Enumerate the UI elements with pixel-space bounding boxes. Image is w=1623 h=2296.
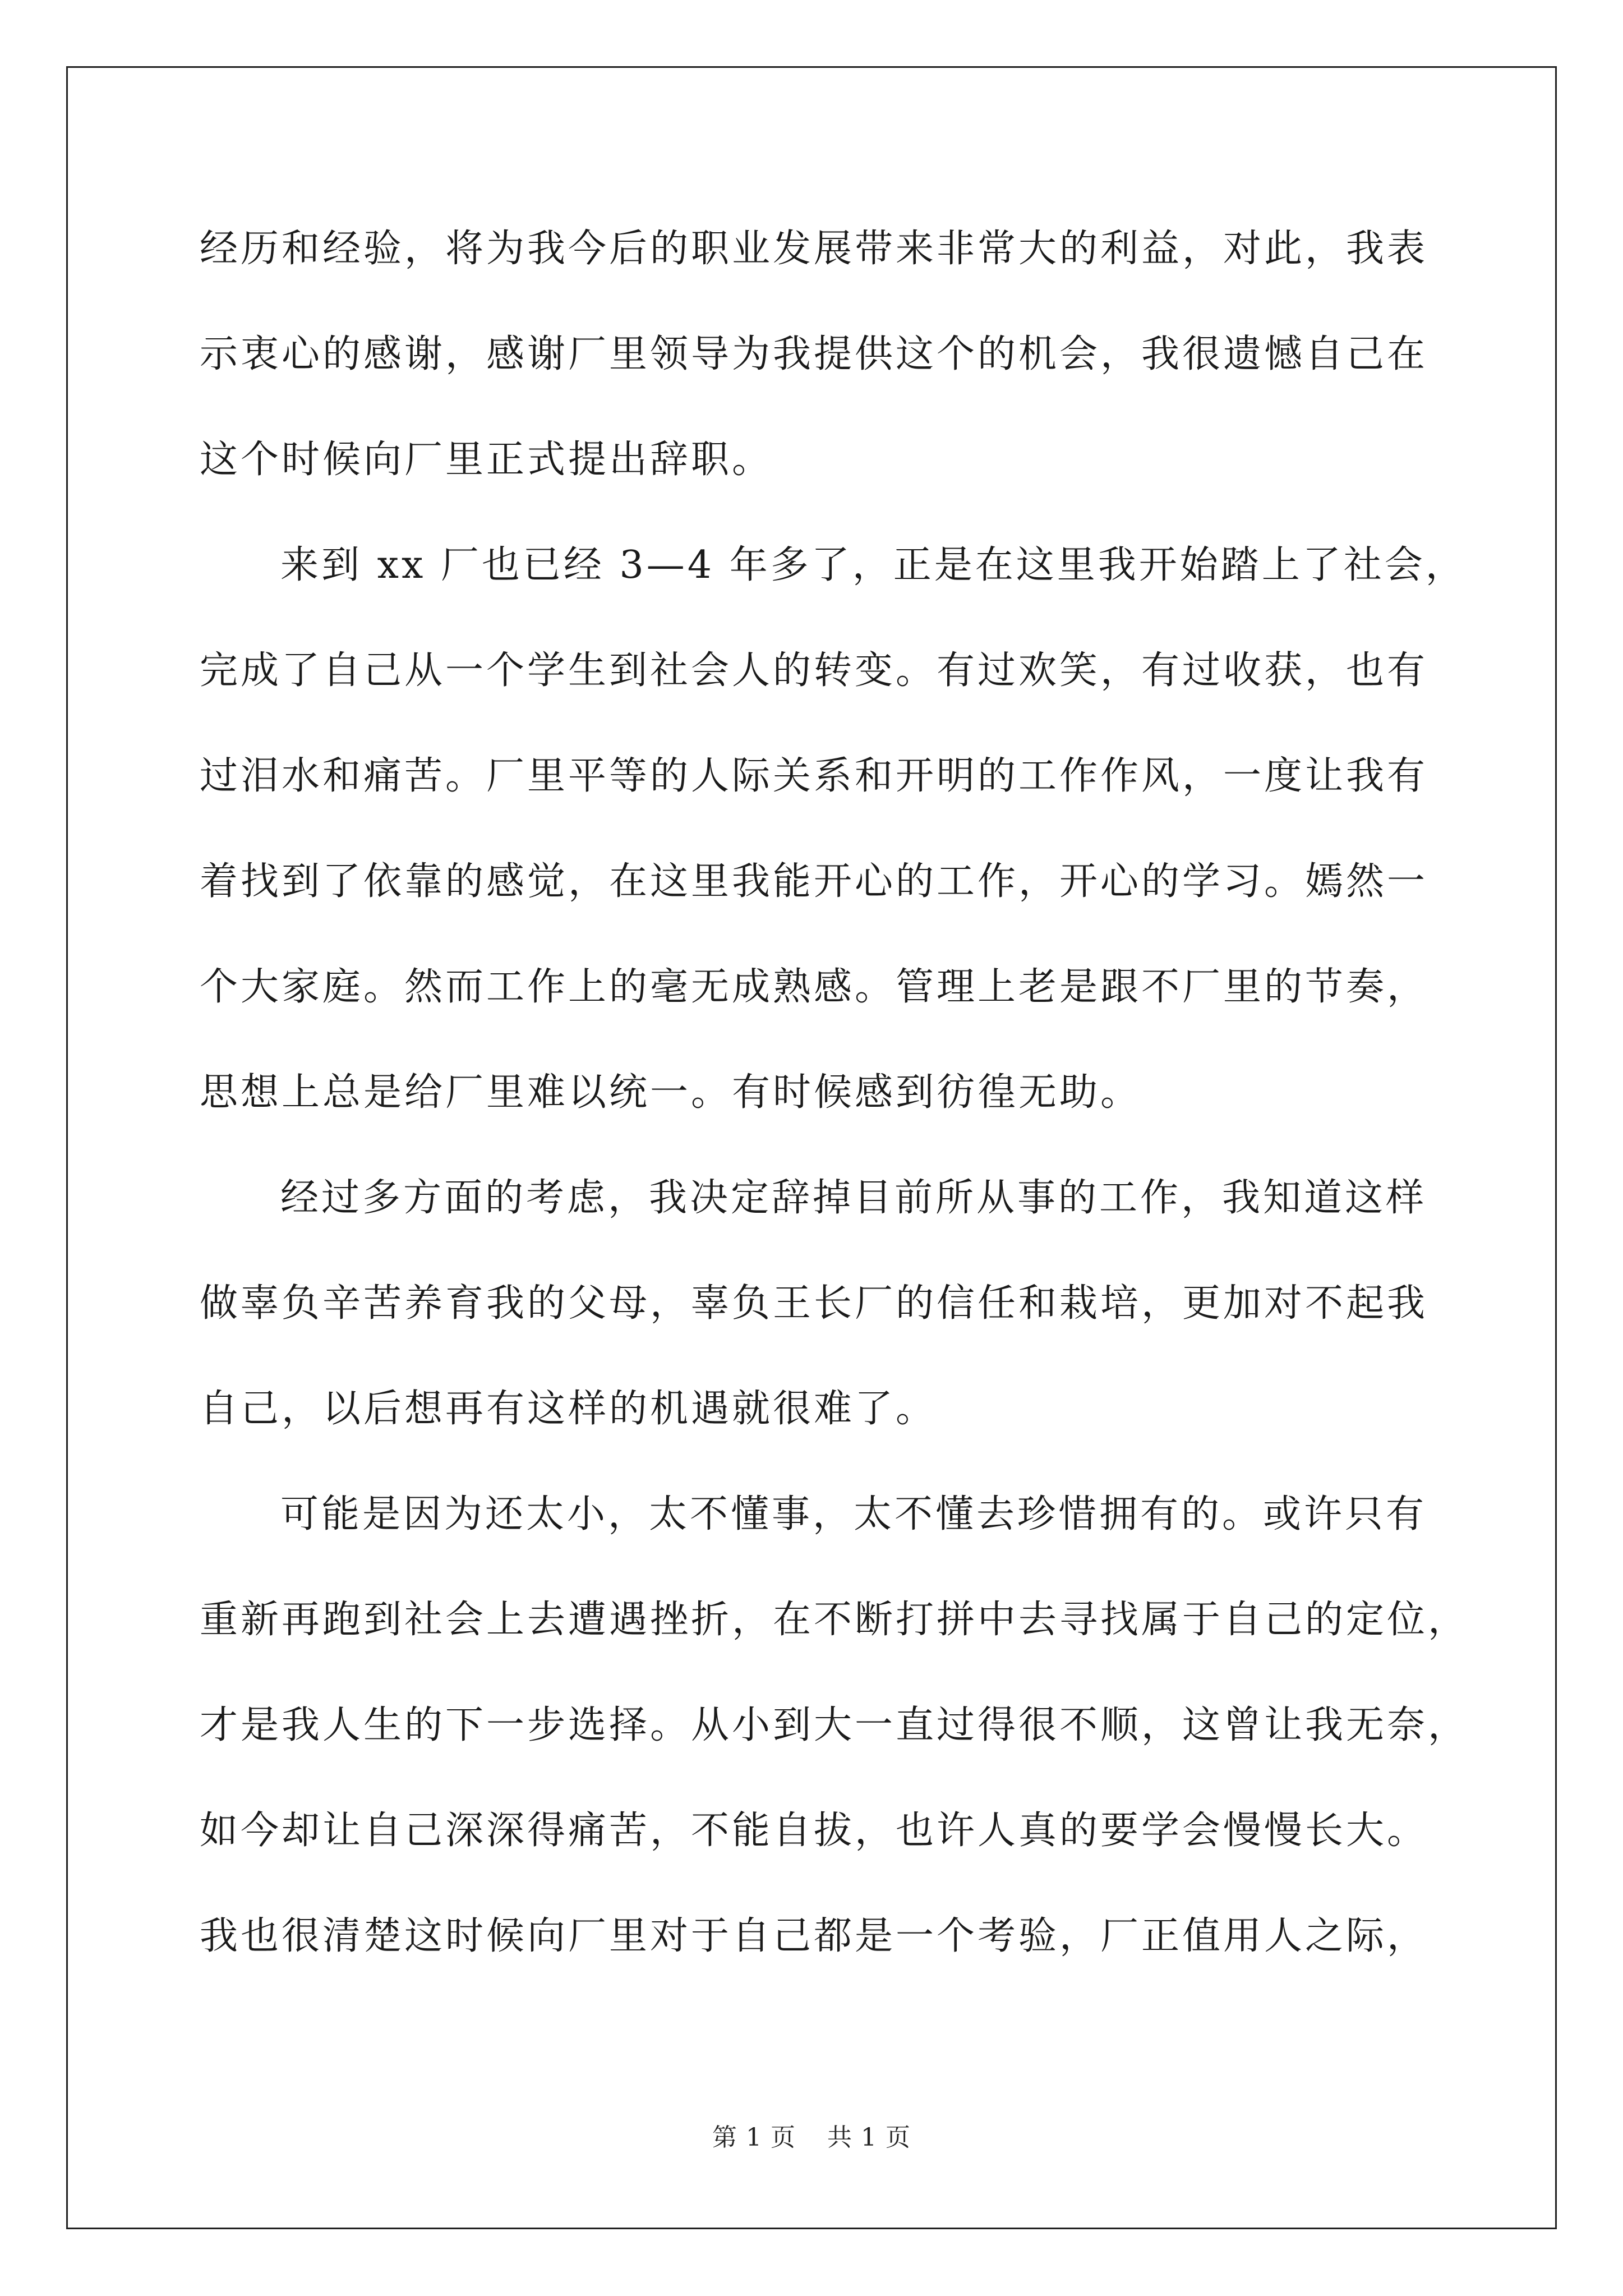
text-line: 完成了自己从一个学生到社会人的转变。有过欢笑，有过收获，也有 — [200, 648, 1428, 693]
paragraph-start-line: 可能是因为还太小，太不懂事，太不懂去珍惜拥有的。或许只有 — [280, 1492, 1427, 1536]
text-line: 示衷心的感谢，感谢厂里领导为我提供这个的机会，我很遗憾自己在 — [200, 332, 1428, 376]
text-line: 着找到了依靠的感觉，在这里我能开心的工作，开心的学习。嫣然一 — [200, 859, 1428, 904]
text-line: 做辜负辛苦养育我的父母，辜负王长厂的信任和栽培，更加对不起我 — [200, 1281, 1428, 1326]
page-footer — [0, 2117, 1623, 2153]
text-line: 个大家庭。然而工作上的毫无成熟感。管理上老是跟不厂里的节奏， — [200, 965, 1428, 1009]
text-line: 才是我人生的下一步选择。从小到大一直过得很不顺，这曾让我无奈， — [200, 1703, 1469, 1747]
paragraph-start-line: 经过多方面的考虑，我决定辞掉目前所从事的工作，我知道这样 — [280, 1176, 1427, 1220]
page-number: 第 1 页 — [712, 2123, 796, 2152]
text-line: 自己，以后想再有这样的机遇就很难了。 — [200, 1387, 937, 1431]
document-body — [200, 196, 1469, 1989]
text-line: 我也很清楚这时候向厂里对于自己都是一个考验，厂正值用人之际， — [200, 1914, 1428, 1958]
text-line: 思想上总是给厂里难以统一。有时候感到彷徨无助。 — [200, 1070, 1142, 1115]
paragraph-start-line: 来到 xx 厂也已经 3—4 年多了，正是在这里我开始踏上了社会， — [280, 543, 1467, 587]
page-total: 共 1 页 — [827, 2123, 911, 2152]
text-line: 过泪水和痛苦。厂里平等的人际关系和开明的工作作风，一度让我有 — [200, 754, 1428, 798]
text-line: 重新再跑到社会上去遭遇挫折，在不断打拼中去寻找属于自己的定位， — [200, 1598, 1469, 1642]
text-line: 这个时候向厂里正式提出辞职。 — [200, 438, 773, 482]
text-line: 经历和经验，将为我今后的职业发展带来非常大的利益，对此，我表 — [200, 227, 1428, 271]
text-line: 如今却让自己深深得痛苦，不能自拔，也许人真的要学会慢慢长大。 — [200, 1809, 1428, 1853]
